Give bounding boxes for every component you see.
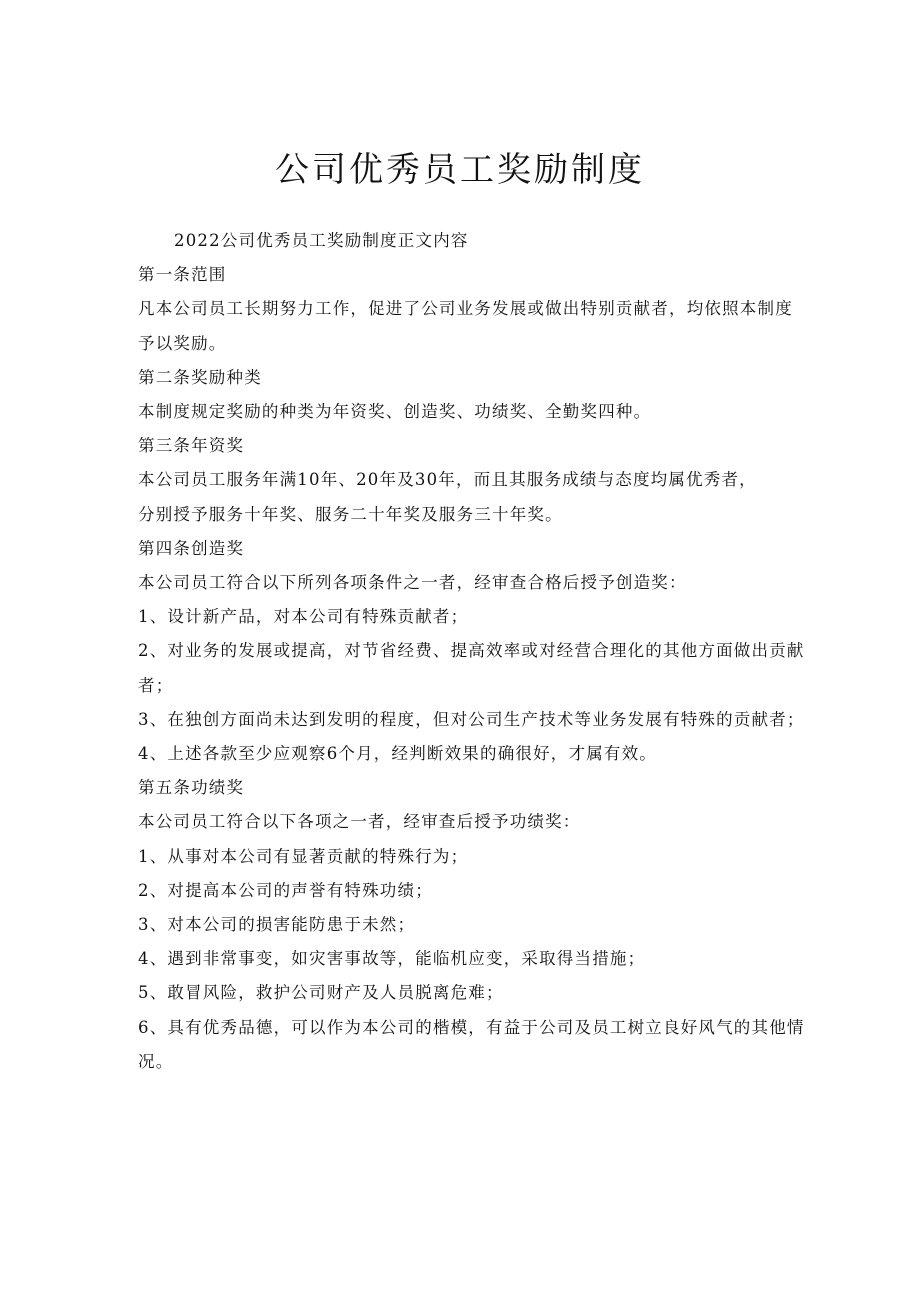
- paragraph-line: 本制度规定奖励的种类为年资奖、创造奖、功绩奖、全勤奖四种。: [138, 402, 652, 422]
- paragraph-line: 本公司员工符合以下各项之一者，经审查后授予功绩奖：: [138, 812, 581, 832]
- list-item: 5、敢冒风险，救护公司财产及人员脱离危难；: [138, 983, 504, 1003]
- list-item: 6、具有优秀品德，可以作为本公司的楷模，有益于公司及员工树立良好风气的其他情: [138, 1017, 805, 1037]
- subtitle-line: 2022公司优秀员工奖励制度正文内容: [174, 231, 469, 250]
- article-2-heading: 第二条奖励种类: [138, 367, 262, 387]
- list-item: 4、遇到非常事变，如灾害事故等，能临机应变，采取得当措施；: [138, 949, 646, 969]
- list-item: 1、设计新产品，对本公司有特殊贡献者；: [138, 607, 469, 627]
- paragraph-line: 凡本公司员工长期努力工作，促进了公司业务发展或做出特别贡献者，均依照本制度: [138, 299, 793, 319]
- article-1-heading: 第一条范围: [138, 265, 227, 285]
- list-item: 2、对提高本公司的声誉有特殊功绩；: [138, 880, 433, 900]
- list-item: 2、对业务的发展或提高，对节省经费、提高效率或对经营合理化的其他方面做出贡献: [138, 641, 805, 661]
- paragraph-line: 本公司员工符合以下所列各项条件之一者，经审查合格后授予创造奖：: [138, 573, 687, 593]
- document-body: [138, 224, 805, 1079]
- list-item: 3、对本公司的损害能防患于未然；: [138, 915, 416, 935]
- list-item-continuation: 者；: [138, 675, 174, 695]
- document-title: 公司优秀员工奖励制度: [275, 150, 645, 190]
- list-item: 3、在独创方面尚未达到发明的程度，但对公司生产技术等业务发展有特殊的贡献者；: [138, 709, 805, 729]
- list-item-continuation: 况。: [138, 1051, 174, 1071]
- list-item: 1、从事对本公司有显著贡献的特殊行为；: [138, 846, 469, 866]
- article-3-heading: 第三条年资奖: [138, 436, 245, 456]
- article-5-heading: 第五条功绩奖: [138, 778, 245, 798]
- paragraph-line: 分别授予服务十年奖、服务二十年奖及服务三十年奖。: [138, 504, 563, 524]
- article-4-heading: 第四条创造奖: [138, 538, 245, 558]
- paragraph-line: 本公司员工服务年满10年、20年及30年，而且其服务成绩与态度均属优秀者，: [138, 470, 757, 490]
- paragraph-line: 予以奖励。: [138, 333, 227, 353]
- list-item: 4、上述各款至少应观察6个月，经判断效果的确很好，才属有效。: [138, 744, 657, 764]
